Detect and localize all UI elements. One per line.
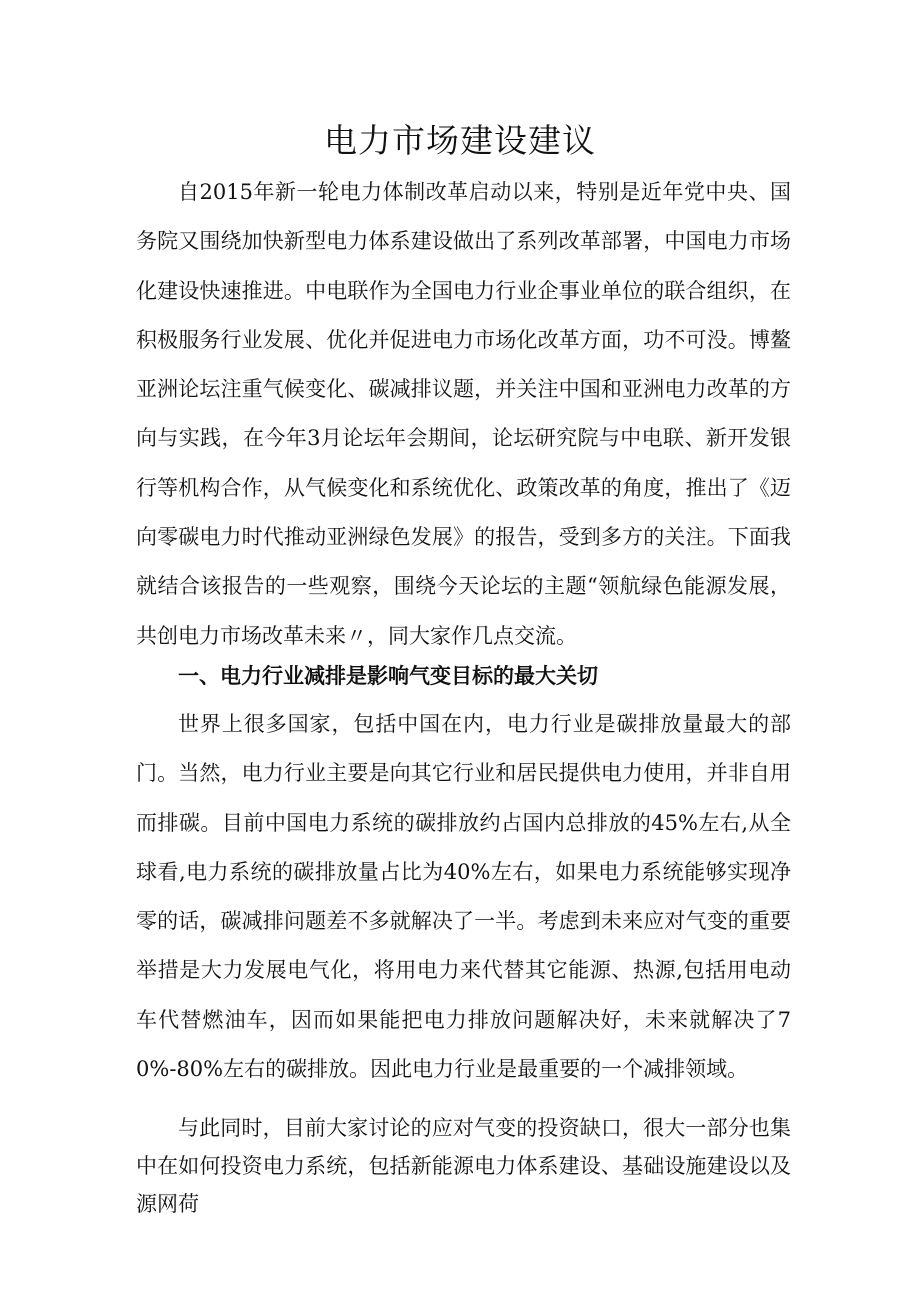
intro-paragraph: 自2015年新一轮电力体制改革启动以来，特别是近年党中央、国务院又围绕加快新型电力体系建设做出了系列改革部署，中国电力市场化建设快速推进。中电联作为全国电力行业企事业单位的联合组织，在积极服务行业发展、优化并促进电力市场化改革方面，功不可没。博鳌亚洲论坛注重气候变化、碳减排议题，并关注中国和亚洲电力改革的方向与实践，在今年3月论坛年会期间，论坛研究院与中电联、新开发银行等机构合作，从气候变化和系统优化、政策改革的角度，推出了《迈向零碳电力时代推动亚洲绿色发展》的报告，受到多方的关注。下面我就结合该报告的一些观察，围绕今天论坛的主题“领航绿色能源发展，共创电力市场改革未来〃，同大家作几点交流。	[136, 180, 791, 648]
body-paragraph: 与此同时，目前大家讨论的应对气变的投资缺口，很大一部分也集中在如何投资电力系统，包括新能源电力体系建设、基础设施建设以及源网荷	[136, 1116, 791, 1216]
body-paragraph: 世界上很多国家，包括中国在内，电力行业是碳排放量最大的部门。当然，电力行业主要是向其它行业和居民提供电力使用，并非自用而排碳。目前中国电力系统的碳排放约占国内总排放的45%左右,从全球看,电力系统的碳排放量占比为40%左右，如果电力系统能够实现净零的话，碳减排问题差不多就解决了一半。考虑到未来应对气变的重要举措是大力发展电气化，将用电力来代替其它能源、热源,包括用电动车代替燃油车，因而如果能把电力排放问题解决好，未来就解决了70%-80%左右的碳排放。因此电力行业是最重要的一个减排领域。	[136, 712, 791, 1082]
document-title: 电力市场建设建议	[324, 121, 596, 160]
section-heading: 一、电力行业减排是影响气变目标的最大关切	[178, 663, 598, 688]
